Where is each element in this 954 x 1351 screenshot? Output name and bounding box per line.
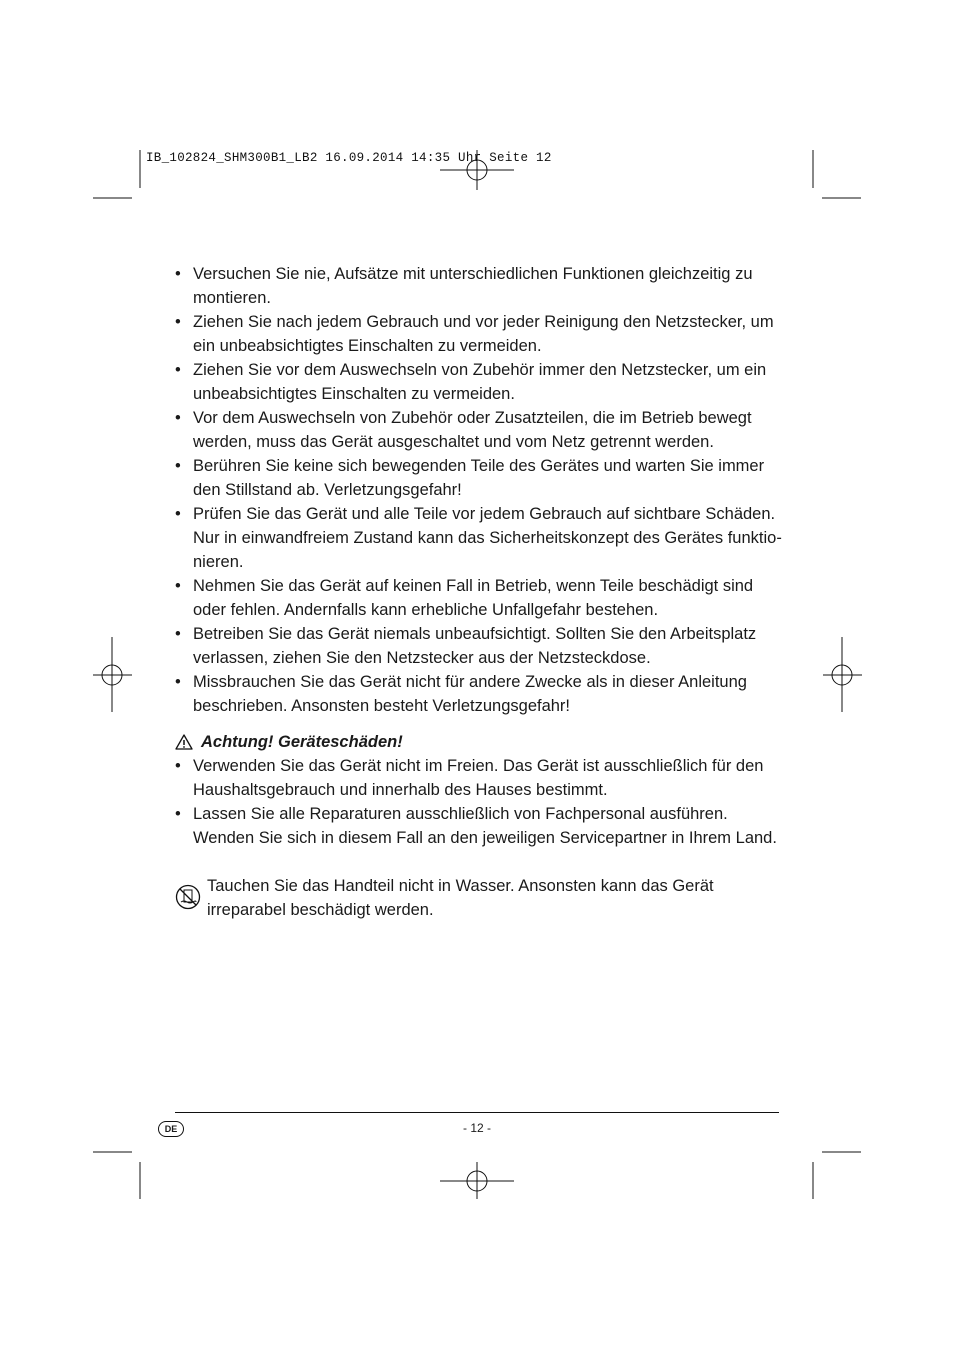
- warning-heading: [175, 730, 785, 754]
- water-note: [175, 874, 785, 922]
- list-item: • Ziehen Sie nach jedem Gebrauch und vor jeder Reinigung den Netzstecker, um ein unbeabsichtigtes Einschalten zu vermeiden.: [175, 310, 785, 358]
- no-water-immersion-icon: [175, 884, 201, 910]
- warning-triangle-icon: [175, 734, 193, 750]
- list-item: • Verwenden Sie das Gerät nicht im Freien. Das Gerät ist ausschließlich für den Haushaltsgebrauch und innerhalb des Hauses bestimmt.: [175, 754, 785, 802]
- list-item: • Vor dem Auswechseln von Zubehör oder Zusatzteilen, die im Betrieb bewegt werden, muss das Gerät ausgeschaltet und vom Netz getrennt werden.: [175, 406, 785, 454]
- page-number: - 12 -: [462, 1121, 491, 1135]
- list-item: • Ziehen Sie vor dem Auswechseln von Zubehör immer den Netzstecker, um ein unbeabsichtigtes Einschalten zu vermeiden.: [175, 358, 785, 406]
- warning-list: [175, 754, 785, 850]
- list-item: • Missbrauchen Sie das Gerät nicht für andere Zwecke als in dieser Anleitung beschrieben. Ansonsten besteht Verletzungsgefahr!: [175, 670, 785, 718]
- warning-heading-text: Achtung! Geräteschäden!: [201, 733, 403, 751]
- note-text: Tauchen Sie das Handteil nicht in Wasser. Ansonsten kann das Gerät irreparabel beschädigt werden.: [207, 877, 714, 919]
- list-item: • Prüfen Sie das Gerät und alle Teile vor jedem Gebrauch auf sichtbare Schäden. Nur in einwandfreiem Zustand kann das Sicherheitskonzept des Gerätes funktio-nieren.: [175, 502, 785, 574]
- list-item: • Betreiben Sie das Gerät niemals unbeaufsichtigt. Sollten Sie den Arbeitsplatz verlassen, ziehen Sie den Netzstecker aus der Netzsteckdose.: [175, 622, 785, 670]
- list-item: • Lassen Sie alle Reparaturen ausschließlich von Fachpersonal ausführen. Wenden Sie sich in diesem Fall an den jeweiligen Servicepartner in Ihrem Land.: [175, 802, 785, 850]
- list-item: • Berühren Sie keine sich bewegenden Teile des Gerätes und warten Sie immer den Stillstand ab. Verletzungsgefahr!: [175, 454, 785, 502]
- print-slug: IB_102824_SHM300B1_LB2 16.09.2014 14:35 Uhr Seite 12: [146, 151, 552, 165]
- footer-rule: [175, 1112, 779, 1113]
- page-content: [175, 262, 785, 922]
- list-item: • Nehmen Sie das Gerät auf keinen Fall in Betrieb, wenn Teile beschädigt sind oder fehlen. Andernfalls kann erhebliche Unfallgefahr bestehen.: [175, 574, 785, 622]
- list-item: • Versuchen Sie nie, Aufsätze mit unterschiedlichen Funktionen gleichzeitig zu montieren.: [175, 262, 785, 310]
- language-badge: DE: [158, 1121, 184, 1137]
- safety-list: [175, 262, 785, 718]
